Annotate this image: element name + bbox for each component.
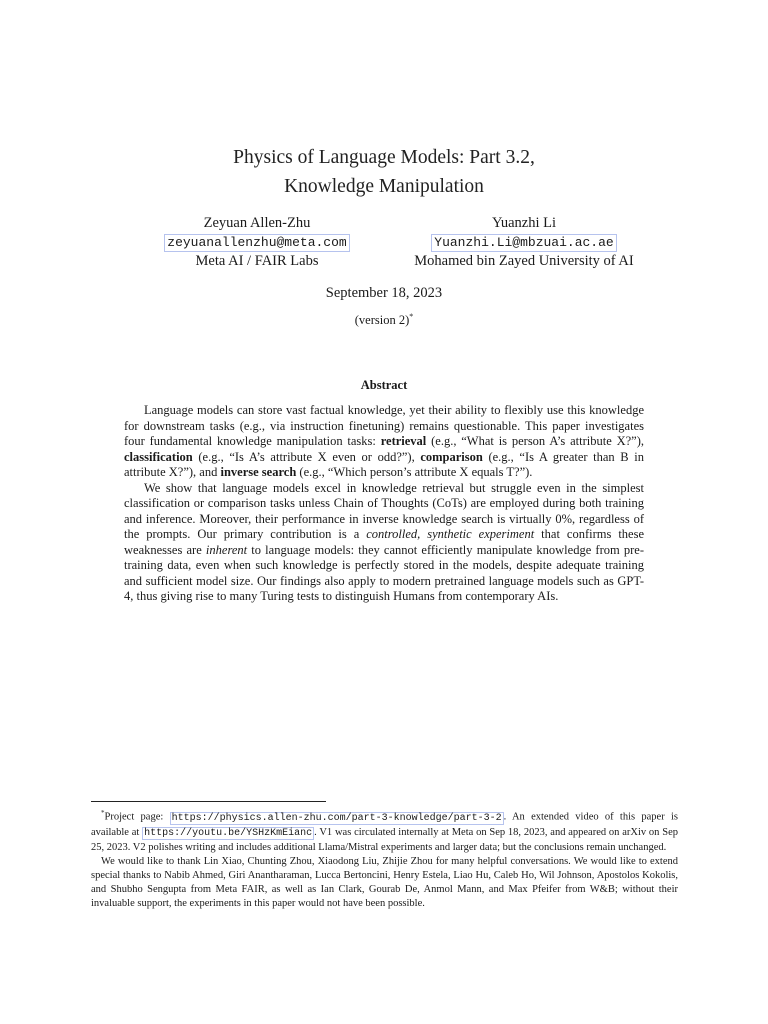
footnote-paragraph-1: [91, 806, 678, 855]
abstract-bold-term: retrieval: [380, 434, 427, 448]
footnote-text: . An extended video of this paper is available at: [91, 811, 678, 838]
paper-title: [0, 143, 768, 201]
abstract-text: (e.g., “Which person’s attribute X equals T?”).: [296, 465, 533, 479]
abstract-text: (e.g., “Is A’s attribute X even or odd?”),: [192, 449, 421, 464]
abstract-italic-term: controlled, synthetic experiment: [366, 527, 535, 541]
abstract-bold-term: classification: [124, 449, 193, 464]
author-affiliation: Mohamed bin Zayed University of AI: [414, 252, 634, 269]
footnote-text: . V1 was circulated internally at Meta on Sep 18, 2023, and appeared on arXiv on Sep 25, 2023. V2 polishes writing and includes additional Llama/Mistral experiments and larger data; but the conclusions remain unchanged.: [91, 826, 678, 853]
video-link[interactable]: https://youtu.be/YSHzKmEianc: [144, 827, 313, 839]
project-page-link[interactable]: https://physics.allen-zhu.com/part-3-knowledge/part-3-2: [171, 812, 502, 824]
footnote-text: Project page:: [104, 811, 170, 823]
abstract-text: to language models: they cannot efficiently manipulate knowledge from pre-training data, even when such knowledge is perfectly stored in the models, despite adequate training and sufficient model size. Our findings also apply to modern pretrained language models such as GPT-4, thus giving rise to many Turing tests to distinguish Humans from contemporary AIs.: [124, 542, 645, 603]
author-name: Yuanzhi Li: [491, 215, 557, 231]
abstract-paragraph-1: [124, 403, 644, 481]
author-affiliation: Meta AI / FAIR Labs: [195, 252, 319, 269]
author-email-link[interactable]: Yuanzhi.Li@mbzuai.ac.ae: [431, 234, 616, 252]
author-name: Zeyuan Allen-Zhu: [203, 215, 311, 231]
abstract-text: (e.g., “What is person A’s attribute X?”),: [426, 434, 644, 448]
abstract-paragraph-2: [124, 481, 644, 605]
footnote: [91, 806, 678, 911]
title-line-1: Physics of Language Models: Part 3.2,: [233, 147, 535, 168]
abstract-bold-term: comparison: [420, 449, 483, 464]
abstract-italic-term: inherent: [205, 542, 248, 557]
footnote-rule: [91, 801, 326, 802]
footnote-mark: *: [101, 809, 105, 817]
author-1: [142, 214, 372, 270]
footnote-mark-link[interactable]: *: [409, 312, 414, 321]
abstract-bold-term: inverse search: [220, 465, 297, 479]
abstract-text: We show that language models excel in knowledge retrieval but struggle even in the simplest classification or comparison tasks unless Chain of Thoughts (CoTs) are employed during both training and inference. Moreover, their performance in inverse knowledge search is virtually 0%, regardless of the prompts. Our primary contribution is a: [124, 480, 644, 541]
abstract-text: that confirms these weaknesses are: [124, 527, 645, 557]
paper-version: [0, 312, 768, 328]
author-2: [394, 214, 654, 270]
title-line-2: Knowledge Manipulation: [284, 176, 484, 197]
version-text: (version 2): [354, 313, 410, 328]
author-email-link[interactable]: zeyuanallenzhu@meta.com: [164, 234, 349, 252]
footnote-paragraph-2: We would like to thank Lin Xiao, Chunting Zhou, Xiaodong Liu, Zhijie Zhou for many helpful conversations. We would like to extend special thanks to Nabib Ahmed, Giri Anantharaman, Lucca Bertoncini, Henry Estela, Liao Hu, Caleb Ho, Wil Johnson, Apostolos Kokolis, and Shubho Sengupta from Meta FAIR, as well as Ian Clark, Gourab De, Anmol Mann, and Max Pfeifer from W&B; without their invaluable support, the experiments in this paper would not have been possible.: [91, 855, 678, 909]
paper-date: September 18, 2023: [325, 285, 443, 301]
abstract-body: [124, 403, 644, 605]
abstract-text: (e.g., “Is A greater than B in attribute X?”), and: [124, 449, 644, 479]
abstract-text: Language models can store vast factual knowledge, yet their ability to flexibly use this knowledge for downstream tasks (e.g., via instruction finetuning) remains questionable. This paper investigates four fundamental knowledge manipulation tasks:: [124, 403, 644, 448]
abstract-heading: Abstract: [360, 378, 408, 392]
